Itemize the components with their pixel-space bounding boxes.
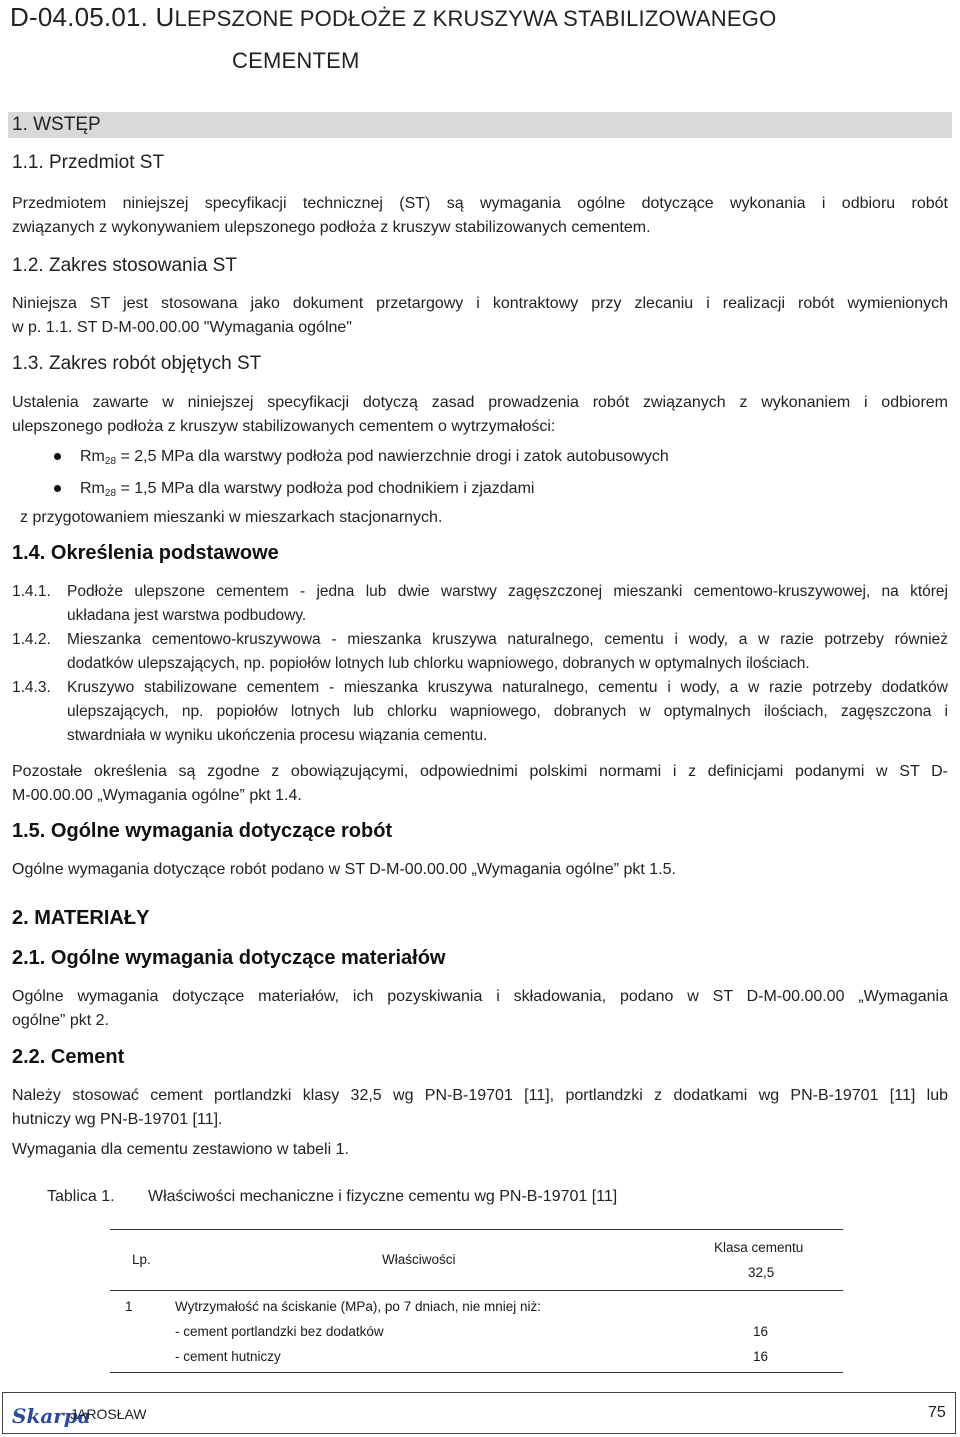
s12-number: 1.2.: [12, 255, 44, 276]
d142-line-2: dodatków ulepszających, np. popiołów lotnych lub chlorku wapniowego, dobranych w optymalnych ilościach.: [67, 655, 810, 672]
title-line-2: CEMENTEM: [232, 48, 360, 73]
rm-label-2: Rm: [80, 480, 105, 497]
section-2-heading: 2. MATERIAŁY: [12, 907, 150, 929]
s11-line-2: związanych z wykonywaniem ulepszonego podłoża z kruszyw stabilizowanych cementem.: [12, 219, 651, 236]
table-head-lp: Lp.: [132, 1252, 151, 1267]
s22-line-3: Wymagania dla cementu zestawiono w tabeli 1.: [12, 1141, 349, 1158]
s12-line-2: w p. 1.1. ST D-M-00.00.00 "Wymagania ogólne": [12, 319, 352, 336]
document-title: [10, 2, 776, 33]
d142-number: 1.4.2.: [12, 631, 51, 648]
s22-line-2: hutniczy wg PN-B-19701 [11].: [12, 1111, 223, 1128]
s12-line-1: Niniejsza ST jest stosowana jako dokument przetargowy i kontraktowy przy zlecaniu i realizacji robót wymienionych: [12, 295, 948, 312]
s13-title: Zakres robót objętych ST: [48, 353, 262, 374]
d141-line-2: układana jest warstwa podbudowy.: [67, 607, 307, 624]
s13-line-2: ulepszonego podłoża z kruszyw stabilizowanych cementem o wytrzymałości:: [12, 418, 556, 435]
table-head-prop: Właściwości: [382, 1252, 456, 1267]
table-top-rule: [110, 1229, 843, 1230]
bullet-2-text: = 1,5 MPa dla warstwy podłoża pod chodnikiem i zjazdami: [116, 480, 535, 497]
section-1-3-heading: [12, 353, 261, 375]
section-1-5-heading: 1.5. Ogólne wymagania dotyczące robót: [12, 820, 393, 842]
table-head-class: Klasa cementu: [714, 1240, 804, 1255]
title-rest: LEPSZONE PODŁOŻE Z KRUSZYWA STABILIZOWANEGO: [174, 6, 777, 31]
s13-line-1: Ustalenia zawarte w niniejszej specyfikacji dotyczą zasad prowadzenia robót związanych z wykonaniem i odbiorem: [12, 394, 948, 411]
table-head-rule: [110, 1290, 843, 1291]
section-2-2-heading: 2.2. Cement: [12, 1046, 125, 1068]
s21-line-1: Ogólne wymagania dotyczące materiałów, ich pozyskiwania i składowania, podano w ST D-M-00.00.00 „Wymagania: [12, 988, 948, 1005]
title-initial: U: [155, 2, 175, 32]
d143-number: 1.4.3.: [12, 679, 51, 696]
s12-title: Zakres stosowania ST: [48, 255, 237, 276]
s13-after: z przygotowaniem mieszanki w mieszarkach stacjonarnych.: [20, 509, 443, 526]
s13-number: 1.3.: [12, 353, 44, 374]
rm-sub-2: 28: [104, 488, 117, 499]
s22-line-1: Należy stosować cement portlandzki klasy 32,5 wg PN-B-19701 [11], portlandzki z dodatkami wg PN-B-19701 [11] lub: [12, 1087, 948, 1104]
d143-line-1: Kruszywo stabilizowane cementem - mieszanka kruszywa naturalnego, cementu i wody, a w razie potrzeby dodatków: [67, 679, 948, 696]
section-1-heading: 1. WSTĘP: [12, 114, 101, 135]
document-code: D-04.05.01.: [10, 2, 149, 32]
company-logo: Skarpa: [12, 1404, 91, 1428]
section-2-1-heading: 2.1. Ogólne wymagania dotyczące materiałów: [12, 947, 446, 969]
d143-line-3: stwardniała w wyniku ukończenia procesu wiązania cementu.: [67, 727, 488, 744]
s14-rest-line-2: M-00.00.00 „Wymagania ogólne” pkt 1.4.: [12, 787, 302, 804]
page-number: 75: [928, 1404, 946, 1421]
section-1-1-heading: 1.1. Przedmiot ST: [12, 152, 165, 173]
s15-text: Ogólne wymagania dotyczące robót podano w ST D-M-00.00.00 „Wymagania ogólne” pkt 1.5.: [12, 861, 676, 878]
d141-line-1: Podłoże ulepszone cementem - jedna lub dwie warstwy zagęszczonej mieszanki cementowo-kruszywowej, na której: [67, 583, 948, 600]
table-row-3-prop: - cement hutniczy: [175, 1349, 281, 1364]
table-row-1-lp: 1: [125, 1299, 133, 1314]
d142-line-1: Mieszanka cementowo-kruszywowa - mieszanka kruszywa naturalnego, cementu i wody, a w razie potrzeby również: [67, 631, 948, 648]
section-1-4-heading: 1.4. Określenia podstawowe: [12, 542, 279, 564]
table-row-1-prop: Wytrzymałość na ściskanie (MPa), po 7 dniach, nie mniej niż:: [175, 1299, 542, 1314]
bullet-2: [80, 477, 534, 506]
section-1-2-heading: [12, 255, 237, 277]
bullet-1: [80, 445, 669, 474]
table-row-2-val: 16: [753, 1324, 769, 1339]
table-row-3-val: 16: [753, 1349, 769, 1364]
table-head-class-value: 32,5: [748, 1265, 775, 1280]
table-caption-text: Właściwości mechaniczne i fizyczne cementu wg PN-B-19701 [11]: [148, 1188, 618, 1205]
s11-line-1: Przedmiotem niniejszej specyfikacji technicznej (ST) są wymagania ogólne dotyczące wykonania i odbioru robót: [12, 195, 948, 212]
bullet-1-dot: [54, 453, 61, 460]
section-heading-shade: [8, 112, 952, 138]
rm-label-1: Rm: [80, 448, 105, 465]
rm-sub-1: 28: [104, 456, 117, 467]
bullet-1-text: = 2,5 MPa dla warstwy podłoża pod nawierzchnie drogi i zatok autobusowych: [116, 448, 669, 465]
s14-rest-line-1: Pozostałe określenia są zgodne z obowiązującymi, odpowiednimi polskimi normami i z definicjami podanymi w ST D-: [12, 763, 948, 780]
bullet-2-dot: [54, 485, 61, 492]
table-caption-label: Tablica 1.: [47, 1188, 115, 1205]
table-row-2-prop: - cement portlandzki bez dodatków: [175, 1324, 384, 1339]
d143-line-2: ulepszających, np. popiołów lotnych lub chlorku wapniowego, dobranych w optymalnych ilościach, zagęszczona i: [67, 703, 948, 720]
s21-line-2: ogólne” pkt 2.: [12, 1012, 109, 1029]
company-name: JAROSŁAW: [70, 1406, 147, 1422]
table-bottom-rule: [110, 1372, 843, 1373]
d141-number: 1.4.1.: [12, 583, 51, 600]
